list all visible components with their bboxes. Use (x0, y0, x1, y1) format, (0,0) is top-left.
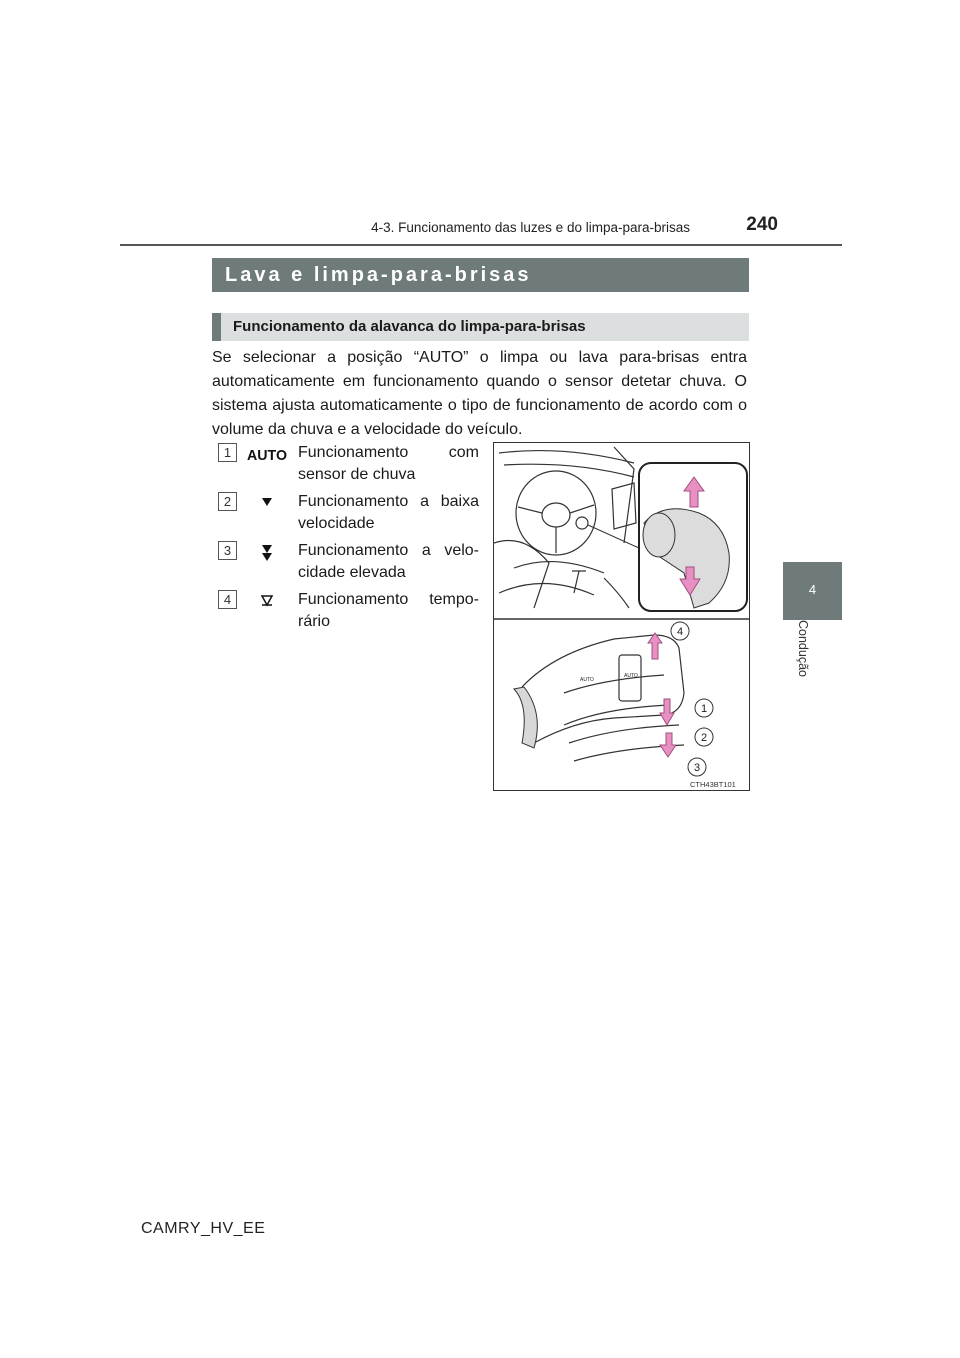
dashboard-line (504, 464, 634, 477)
item-number: 4 (218, 590, 237, 609)
stalk-highlight (576, 517, 588, 529)
item-text: Funcionamento a baixa velocidade (298, 493, 479, 532)
dash-screen (612, 483, 636, 529)
header-rule (120, 244, 842, 246)
item-number: 1 (218, 443, 237, 462)
item-text: Funcionamento com sensor de chuva (298, 444, 479, 483)
page-number: 240 (746, 214, 778, 235)
double-triangle-icon (244, 541, 290, 565)
item-number: 3 (218, 541, 237, 560)
stalk-label-main: AUTO (580, 677, 594, 683)
item-text: Funcionamento a velo-cidade elevada (298, 542, 479, 581)
illustration-drawing (494, 443, 749, 790)
column-cover (514, 687, 537, 748)
callout-number: 2 (700, 732, 708, 744)
auto-symbol-text: AUTO (247, 447, 288, 464)
illustration-code: CTH43BT101 (690, 780, 736, 789)
chapter-tab (783, 562, 842, 620)
single-triangle-icon (244, 492, 290, 516)
arrow-down-icon (660, 699, 674, 725)
chapter-number: 4 (808, 582, 817, 597)
stalk-position-line (564, 705, 669, 725)
wiper-lever-illustration (493, 442, 750, 791)
arrow-up-icon (648, 633, 662, 659)
stalk-position-line (564, 675, 664, 693)
auto-symbol (244, 443, 290, 467)
stalk-position-line (569, 725, 679, 743)
seat-line (604, 578, 629, 608)
callout-number: 3 (693, 762, 701, 774)
list-item (218, 443, 478, 493)
list-item (218, 541, 478, 591)
list-item (218, 492, 478, 542)
item-number: 2 (218, 492, 237, 511)
intro-paragraph: Se selecionar a posição “AUTO” o limpa ou lava para-brisas entra automaticamente em funcionamento quando o sensor detetar chuva. O sistema ajusta automaticamente o tipo de funcionamento de acordo com o volume da chuva e a velocidade do veículo. (212, 349, 747, 438)
chapter-label: Condução (796, 620, 810, 677)
model-code: CAMRY_HV_EE (141, 1220, 266, 1237)
lever-tip (643, 513, 675, 557)
arrow-down-icon (660, 733, 676, 757)
dashboard-line (499, 451, 634, 463)
item-text: Funcionamento tempo-rário (298, 591, 479, 630)
stalk-body (522, 635, 684, 743)
subsection-title: Funcionamento da alavanca do limpa-para-brisas (212, 313, 749, 341)
header-section-title: 4-3. Funcionamento das luzes e do limpa-para-brisas (371, 220, 690, 235)
section-title: Lava e limpa-para-brisas (212, 258, 749, 292)
steering-hub (542, 503, 570, 527)
callout-number: 1 (700, 703, 708, 715)
console-line (494, 541, 549, 609)
outline-triangle-icon (244, 590, 290, 614)
console-line (514, 562, 604, 573)
stalk-label-side: AUTO (624, 673, 638, 679)
callout-number: 4 (676, 626, 684, 638)
list-item (218, 590, 478, 640)
console-line (499, 583, 594, 595)
